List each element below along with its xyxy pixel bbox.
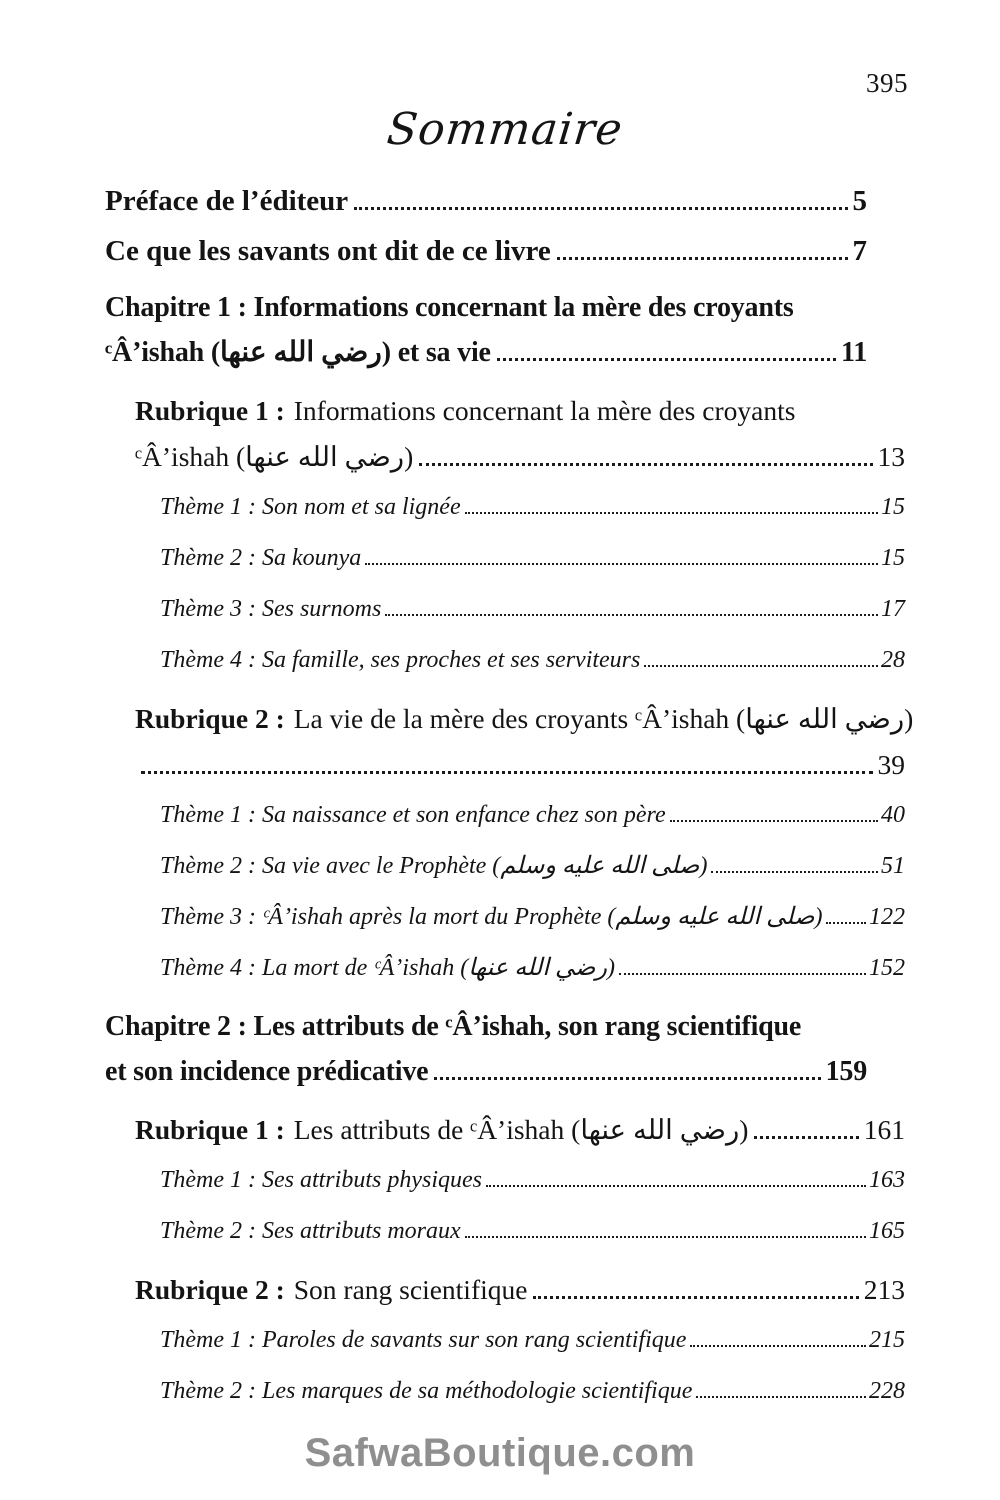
entry-text: Thème 3 : Ses surnoms (160, 596, 382, 622)
entry-page: 165 (869, 1218, 905, 1244)
toc-entry-theme (160, 902, 905, 932)
entry-page: 13 (877, 441, 905, 472)
entry-text: Ce que les savants ont dit de ce livre (105, 235, 551, 267)
dot-leader (465, 1236, 866, 1238)
entry-text: Son rang scientifique (293, 1274, 528, 1305)
entry-page: 5 (852, 185, 867, 217)
entry-page: 213 (863, 1274, 905, 1305)
dot-leader (754, 1136, 858, 1139)
entry-page: 51 (881, 853, 905, 879)
entry-page: 7 (852, 235, 867, 267)
toc-entry-preface (105, 185, 867, 218)
toc-entry-theme (160, 1376, 905, 1406)
entry-text: ᶜÂ’ishah (رضي الله عنها) (135, 441, 414, 472)
toc-entry-chapitre-1 (105, 285, 867, 375)
toc-entry-theme (160, 1325, 905, 1355)
toc-entry-theme (160, 645, 905, 675)
entry-page: 15 (881, 545, 905, 571)
entry-text: Thème 2 : Ses attributs moraux (160, 1218, 461, 1244)
dot-leader (670, 820, 878, 822)
dot-leader (533, 1296, 858, 1299)
entry-text: La vie de la mère des croyants ᶜÂ’ishah (رضي الله عنها) (293, 703, 914, 734)
toc-entry-theme (160, 1165, 905, 1195)
entry-text: Thème 3 : ᶜÂ’ishah après la mort du Prophète (صلى الله عليه وسلم) (160, 904, 823, 930)
entry-label: Rubrique 1 : (135, 1114, 285, 1145)
entry-text: Thème 1 : Paroles de savants sur son rang scientifique (160, 1327, 687, 1353)
entry-text: Chapitre 2 : Les attributs de ᶜÂ’ishah, son rang scientifique (105, 1011, 802, 1042)
toc-entry-theme (160, 953, 905, 983)
dot-leader (365, 563, 878, 565)
dot-leader (619, 973, 866, 975)
toc-entry-theme (160, 800, 905, 830)
dot-leader (465, 512, 878, 514)
page-title: Sommaire (384, 104, 626, 155)
toc-entry-rubrique-1-1 (135, 388, 905, 480)
entry-text: Préface de l’éditeur (105, 185, 349, 217)
entry-page: 159 (825, 1056, 867, 1087)
toc-entry-avis-savants (105, 235, 867, 268)
toc-entry-rubrique-2-2 (135, 1267, 905, 1313)
toc-entry-theme (160, 543, 905, 573)
entry-label: Rubrique 2 : (135, 703, 285, 734)
dot-leader (385, 614, 878, 616)
toc-entry-theme (160, 851, 905, 881)
site-watermark: SafwaBoutique.com (304, 1431, 696, 1475)
toc-entry-rubrique-1-2 (135, 696, 914, 788)
toc-entry-theme (160, 492, 905, 522)
toc-entry-chapitre-2 (105, 1004, 867, 1094)
toc-entry-theme (160, 1216, 905, 1246)
dot-leader (354, 207, 847, 210)
entry-text: Informations concernant la mère des croyants (293, 395, 796, 426)
entry-text: Thème 2 : Les marques de sa méthodologie scientifique (160, 1378, 693, 1404)
dot-leader (826, 922, 866, 924)
entry-page: 40 (881, 802, 905, 828)
dot-leader (434, 1077, 820, 1080)
entry-page: 228 (869, 1378, 905, 1404)
entry-page: 28 (881, 647, 905, 673)
entry-text: ᶜÂ’ishah (رضي الله عنها) et sa vie (105, 337, 491, 368)
entry-label: Rubrique 1 : (135, 395, 285, 426)
dot-leader (497, 358, 836, 361)
entry-page: 215 (869, 1327, 905, 1353)
toc-entry-theme (160, 594, 905, 624)
entry-text: Thème 2 : Sa kounya (160, 545, 362, 571)
entry-page: 161 (863, 1114, 905, 1145)
entry-text: et son incidence prédicative (105, 1056, 429, 1087)
entry-text: Les attributs de ᶜÂ’ishah (رضي الله عنها) (293, 1114, 749, 1145)
entry-text: Thème 4 : La mort de ᶜÂ’ishah (رضي الله عنها) (160, 955, 615, 981)
entry-page: 163 (869, 1167, 905, 1193)
entry-text: Thème 1 : Ses attributs physiques (160, 1167, 482, 1193)
entry-page: 11 (840, 337, 867, 368)
entry-text: Thème 4 : Sa famille, ses proches et ses serviteurs (160, 647, 641, 673)
dot-leader (644, 665, 878, 667)
entry-page: 39 (877, 749, 905, 780)
entry-page: 17 (881, 596, 905, 622)
page-number: 395 (866, 68, 908, 98)
entry-text: Thème 2 : Sa vie avec le Prophète (صلى الله عليه وسلم) (160, 853, 708, 879)
dot-leader (141, 771, 873, 774)
entry-label: Rubrique 2 : (135, 1274, 285, 1305)
dot-leader (690, 1345, 866, 1347)
dot-leader (696, 1396, 866, 1398)
entry-page: 15 (881, 494, 905, 520)
toc-entry-rubrique-2-1 (135, 1107, 905, 1153)
entry-page: 152 (869, 955, 905, 981)
entry-text: Thème 1 : Son nom et sa lignée (160, 494, 461, 520)
table-of-contents (105, 185, 914, 1406)
dot-leader (419, 463, 872, 466)
dot-leader (557, 257, 848, 260)
entry-text: Chapitre 1 : Informations concernant la mère des croyants (105, 292, 794, 323)
entry-page: 122 (869, 904, 905, 930)
dot-leader (486, 1185, 866, 1187)
entry-text: Thème 1 : Sa naissance et son enfance chez son père (160, 802, 666, 828)
dot-leader (711, 871, 878, 873)
